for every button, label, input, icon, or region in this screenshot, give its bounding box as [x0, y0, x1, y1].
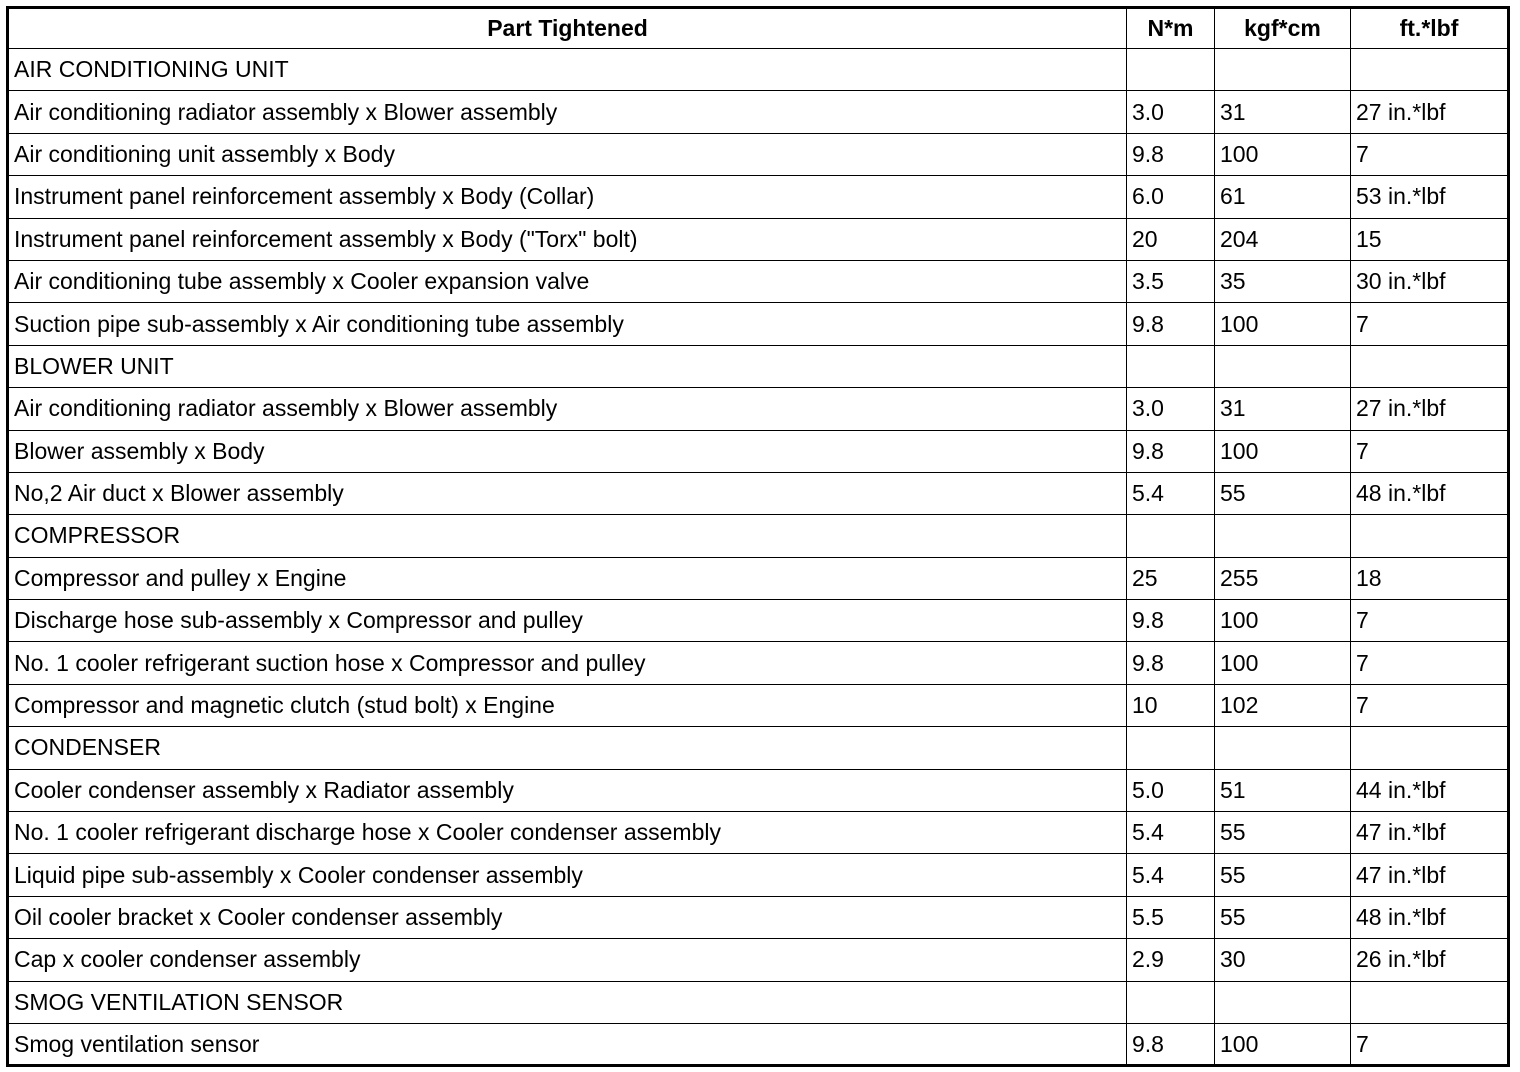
part-cell: Compressor and pulley x Engine — [8, 557, 1127, 599]
section-title: BLOWER UNIT — [8, 345, 1127, 387]
kgfcm-cell: 55 — [1215, 896, 1351, 938]
table-row — [8, 557, 1509, 599]
kgfcm-cell: 100 — [1215, 430, 1351, 472]
ftlbf-cell: 53 in.*lbf — [1351, 176, 1509, 218]
kgfcm-cell: 55 — [1215, 472, 1351, 514]
header-ftlbf: ft.*lbf — [1351, 8, 1509, 49]
nm-cell: 5.4 — [1127, 854, 1215, 896]
table-row — [8, 896, 1509, 938]
nm-cell: 5.4 — [1127, 472, 1215, 514]
section-title: CONDENSER — [8, 727, 1127, 769]
ftlbf-cell: 27 in.*lbf — [1351, 91, 1509, 133]
ftlbf-cell: 7 — [1351, 684, 1509, 726]
part-cell: Liquid pipe sub-assembly x Cooler condenser assembly — [8, 854, 1127, 896]
ftlbf-cell — [1351, 49, 1509, 91]
table-row — [8, 91, 1509, 133]
nm-cell: 3.0 — [1127, 91, 1215, 133]
table-row — [8, 176, 1509, 218]
section-row — [8, 727, 1509, 769]
nm-cell — [1127, 345, 1215, 387]
table-row — [8, 769, 1509, 811]
nm-cell — [1127, 727, 1215, 769]
nm-cell: 9.8 — [1127, 430, 1215, 472]
ftlbf-cell — [1351, 727, 1509, 769]
ftlbf-cell: 7 — [1351, 642, 1509, 684]
ftlbf-cell: 48 in.*lbf — [1351, 896, 1509, 938]
nm-cell: 5.5 — [1127, 896, 1215, 938]
ftlbf-cell: 7 — [1351, 303, 1509, 345]
nm-cell: 2.9 — [1127, 939, 1215, 981]
table-body — [8, 49, 1509, 1066]
part-cell: Oil cooler bracket x Cooler condenser assembly — [8, 896, 1127, 938]
nm-cell: 10 — [1127, 684, 1215, 726]
part-cell: No. 1 cooler refrigerant discharge hose x Cooler condenser assembly — [8, 812, 1127, 854]
nm-cell: 3.0 — [1127, 388, 1215, 430]
nm-cell: 9.8 — [1127, 303, 1215, 345]
header-kgfcm: kgf*cm — [1215, 8, 1351, 49]
kgfcm-cell — [1215, 49, 1351, 91]
ftlbf-cell: 18 — [1351, 557, 1509, 599]
part-cell: Air conditioning radiator assembly x Blower assembly — [8, 388, 1127, 430]
ftlbf-cell: 27 in.*lbf — [1351, 388, 1509, 430]
ftlbf-cell: 7 — [1351, 133, 1509, 175]
nm-cell — [1127, 49, 1215, 91]
kgfcm-cell: 102 — [1215, 684, 1351, 726]
table-row — [8, 939, 1509, 981]
ftlbf-cell: 7 — [1351, 430, 1509, 472]
kgfcm-cell: 30 — [1215, 939, 1351, 981]
nm-cell: 5.0 — [1127, 769, 1215, 811]
ftlbf-cell: 7 — [1351, 600, 1509, 642]
nm-cell: 5.4 — [1127, 812, 1215, 854]
kgfcm-cell: 61 — [1215, 176, 1351, 218]
ftlbf-cell: 30 in.*lbf — [1351, 260, 1509, 302]
part-cell: Air conditioning tube assembly x Cooler expansion valve — [8, 260, 1127, 302]
table-header-row — [8, 8, 1509, 49]
header-part-tightened: Part Tightened — [8, 8, 1127, 49]
part-cell: Compressor and magnetic clutch (stud bolt) x Engine — [8, 684, 1127, 726]
table-row — [8, 303, 1509, 345]
nm-cell: 25 — [1127, 557, 1215, 599]
table-row — [8, 642, 1509, 684]
kgfcm-cell: 55 — [1215, 812, 1351, 854]
nm-cell: 3.5 — [1127, 260, 1215, 302]
part-cell: Instrument panel reinforcement assembly x Body (Collar) — [8, 176, 1127, 218]
nm-cell: 9.8 — [1127, 600, 1215, 642]
kgfcm-cell: 35 — [1215, 260, 1351, 302]
table-row — [8, 430, 1509, 472]
kgfcm-cell: 51 — [1215, 769, 1351, 811]
part-cell: Blower assembly x Body — [8, 430, 1127, 472]
part-cell: Suction pipe sub-assembly x Air conditioning tube assembly — [8, 303, 1127, 345]
nm-cell: 20 — [1127, 218, 1215, 260]
section-row — [8, 981, 1509, 1023]
part-cell: Instrument panel reinforcement assembly x Body ("Torx" bolt) — [8, 218, 1127, 260]
kgfcm-cell: 204 — [1215, 218, 1351, 260]
ftlbf-cell: 47 in.*lbf — [1351, 812, 1509, 854]
table-row — [8, 472, 1509, 514]
header-nm: N*m — [1127, 8, 1215, 49]
section-row — [8, 345, 1509, 387]
ftlbf-cell — [1351, 515, 1509, 557]
part-cell: Smog ventilation sensor — [8, 1023, 1127, 1065]
part-cell: Cooler condenser assembly x Radiator assembly — [8, 769, 1127, 811]
nm-cell: 9.8 — [1127, 642, 1215, 684]
kgfcm-cell — [1215, 727, 1351, 769]
ftlbf-cell: 47 in.*lbf — [1351, 854, 1509, 896]
part-cell: Cap x cooler condenser assembly — [8, 939, 1127, 981]
kgfcm-cell — [1215, 981, 1351, 1023]
ftlbf-cell: 44 in.*lbf — [1351, 769, 1509, 811]
section-title: SMOG VENTILATION SENSOR — [8, 981, 1127, 1023]
ftlbf-cell: 15 — [1351, 218, 1509, 260]
part-cell: Discharge hose sub-assembly x Compressor and pulley — [8, 600, 1127, 642]
part-cell: No. 1 cooler refrigerant suction hose x Compressor and pulley — [8, 642, 1127, 684]
kgfcm-cell — [1215, 515, 1351, 557]
ftlbf-cell: 26 in.*lbf — [1351, 939, 1509, 981]
part-cell: Air conditioning unit assembly x Body — [8, 133, 1127, 175]
nm-cell: 9.8 — [1127, 133, 1215, 175]
kgfcm-cell: 31 — [1215, 91, 1351, 133]
kgfcm-cell — [1215, 345, 1351, 387]
kgfcm-cell: 100 — [1215, 642, 1351, 684]
nm-cell: 9.8 — [1127, 1023, 1215, 1065]
table-row — [8, 260, 1509, 302]
table-row — [8, 812, 1509, 854]
nm-cell — [1127, 515, 1215, 557]
table-row — [8, 854, 1509, 896]
table-row — [8, 600, 1509, 642]
kgfcm-cell: 31 — [1215, 388, 1351, 430]
ftlbf-cell: 7 — [1351, 1023, 1509, 1065]
part-cell: No,2 Air duct x Blower assembly — [8, 472, 1127, 514]
nm-cell — [1127, 981, 1215, 1023]
kgfcm-cell: 100 — [1215, 303, 1351, 345]
table-row — [8, 684, 1509, 726]
part-cell: Air conditioning radiator assembly x Blower assembly — [8, 91, 1127, 133]
kgfcm-cell: 55 — [1215, 854, 1351, 896]
table-row — [8, 133, 1509, 175]
section-row — [8, 515, 1509, 557]
table-row — [8, 388, 1509, 430]
table-row — [8, 218, 1509, 260]
kgfcm-cell: 100 — [1215, 600, 1351, 642]
section-title: COMPRESSOR — [8, 515, 1127, 557]
ftlbf-cell: 48 in.*lbf — [1351, 472, 1509, 514]
kgfcm-cell: 100 — [1215, 133, 1351, 175]
kgfcm-cell: 100 — [1215, 1023, 1351, 1065]
ftlbf-cell — [1351, 981, 1509, 1023]
section-title: AIR CONDITIONING UNIT — [8, 49, 1127, 91]
torque-spec-table — [6, 6, 1510, 1067]
ftlbf-cell — [1351, 345, 1509, 387]
nm-cell: 6.0 — [1127, 176, 1215, 218]
kgfcm-cell: 255 — [1215, 557, 1351, 599]
section-row — [8, 49, 1509, 91]
table-row — [8, 1023, 1509, 1065]
